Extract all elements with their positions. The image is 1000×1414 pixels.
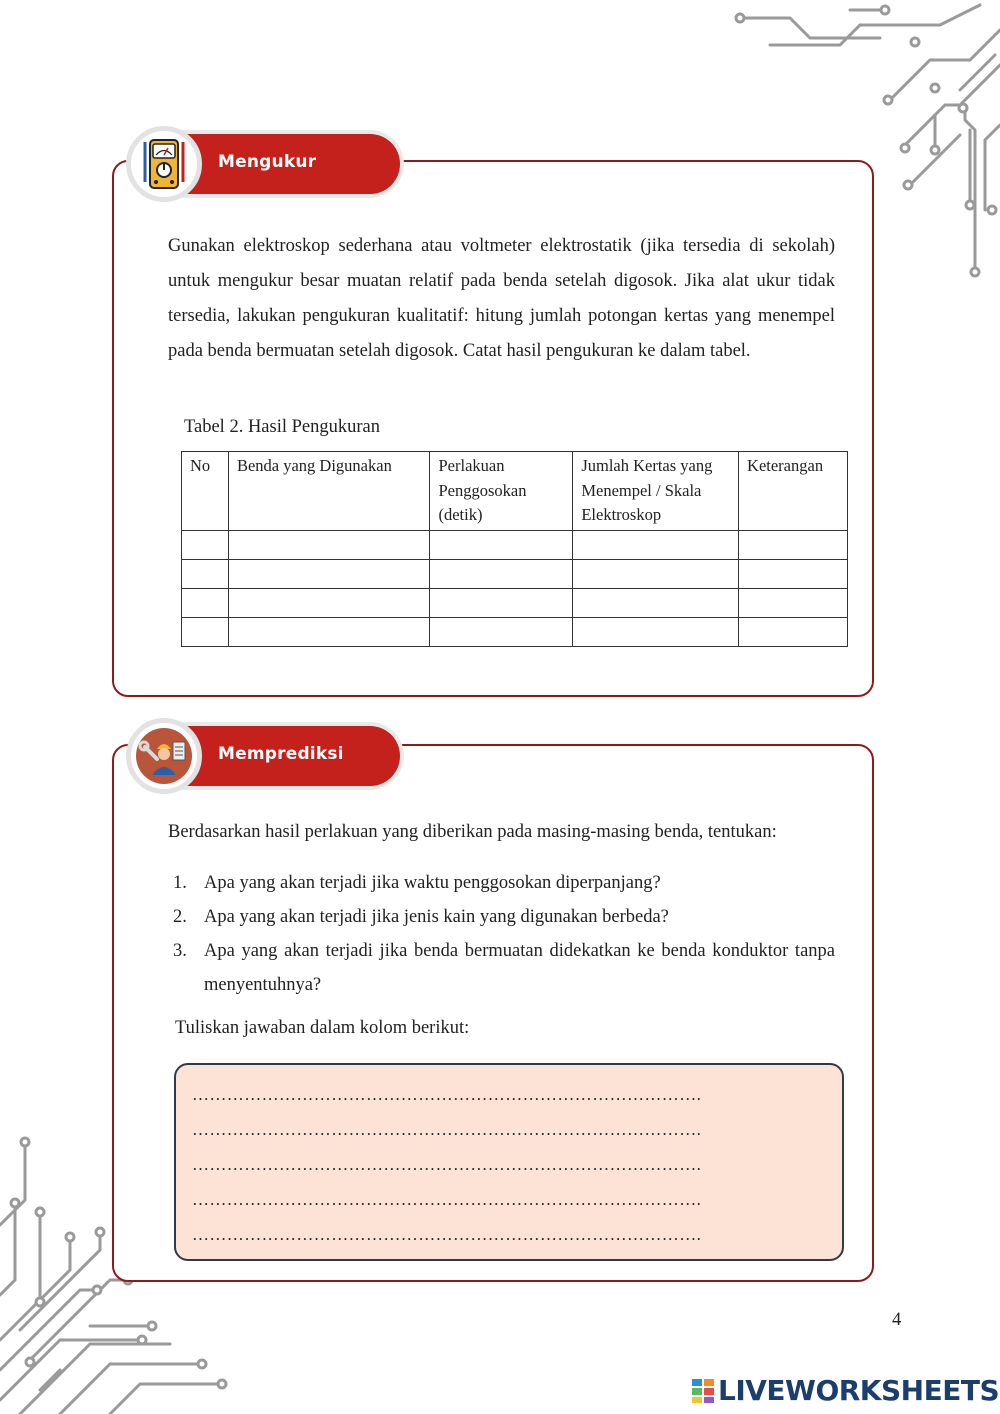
table-cell[interactable] <box>228 617 430 646</box>
table-cell[interactable] <box>228 559 430 588</box>
table-row <box>182 617 848 646</box>
table-cell[interactable] <box>739 559 848 588</box>
page-number: 4 <box>892 1310 902 1330</box>
table-cell[interactable] <box>430 559 573 588</box>
question-number: 3. <box>173 941 187 961</box>
table-header-row <box>182 452 848 531</box>
question-text: Apa yang akan terjadi jika benda bermuatan didekatkan ke benda konduktor tanpa menyentuhnya? <box>204 941 835 995</box>
list-item <box>168 900 835 934</box>
table-row <box>182 588 848 617</box>
measurement-table <box>181 451 848 647</box>
table-cell[interactable] <box>430 530 573 559</box>
table-cell[interactable] <box>430 617 573 646</box>
table-caption: Tabel 2. Hasil Pengukuran <box>184 417 380 437</box>
table-row <box>182 530 848 559</box>
answer-line[interactable]: ……………………………………………………………………………. <box>192 1225 702 1244</box>
table-header-cell: No <box>182 452 229 531</box>
brand-name: LIVEWORKSHEETS <box>718 1374 1000 1407</box>
answer-line[interactable]: ……………………………………………………………………………. <box>192 1120 702 1139</box>
table-row <box>182 559 848 588</box>
table-header-cell: Benda yang Digunakan <box>228 452 430 531</box>
list-item <box>168 934 835 1002</box>
question-number: 2. <box>173 907 187 927</box>
predict-section-header <box>126 718 402 794</box>
table-cell[interactable] <box>228 588 430 617</box>
table-cell[interactable] <box>573 588 739 617</box>
list-item <box>168 866 835 900</box>
table-cell[interactable] <box>182 559 229 588</box>
table-cell[interactable] <box>573 617 739 646</box>
table-cell[interactable] <box>739 588 848 617</box>
table-cell[interactable] <box>573 559 739 588</box>
predict-intro: Berdasarkan hasil perlakuan yang diberikan pada masing-masing benda, tentukan: <box>168 822 777 842</box>
answer-line[interactable]: ……………………………………………………………………………. <box>192 1155 702 1174</box>
predict-section-title: Memprediksi <box>218 744 344 764</box>
engineer-icon <box>126 718 202 794</box>
measure-section-header <box>126 126 402 202</box>
question-text: Apa yang akan terjadi jika jenis kain yang digunakan berbeda? <box>204 907 669 927</box>
table-cell[interactable] <box>739 530 848 559</box>
liveworksheets-logo-icon <box>692 1379 714 1403</box>
table-header-cell: Perlakuan Penggosokan (detik) <box>430 452 573 531</box>
table-cell[interactable] <box>739 617 848 646</box>
table-cell[interactable] <box>430 588 573 617</box>
table-cell[interactable] <box>182 530 229 559</box>
table-cell[interactable] <box>182 588 229 617</box>
measure-section-title: Mengukur <box>218 152 317 172</box>
question-text: Apa yang akan terjadi jika waktu penggosokan diperpanjang? <box>204 873 661 893</box>
measure-instructions: Gunakan elektroskop sederhana atau voltmeter elektrostatik (jika tersedia di sekolah) untuk mengukur besar muatan relatif pada benda setelah digosok. Jika alat ukur tidak tersedia, lakukan pengukuran kualitatif: hitung jumlah potongan kertas yang menempel pada benda bermuatan setelah digosok. Catat hasil pengukuran ke dalam tabel. <box>168 236 835 361</box>
answer-line[interactable]: ……………………………………………………………………………. <box>192 1085 702 1104</box>
table-cell[interactable] <box>182 617 229 646</box>
table-cell[interactable] <box>228 530 430 559</box>
answer-box[interactable] <box>174 1063 844 1261</box>
table-header-cell: Jumlah Kertas yang Menempel / Skala Elektroskop <box>573 452 739 531</box>
table-header-cell: Keterangan <box>739 452 848 531</box>
question-number: 1. <box>173 873 187 893</box>
liveworksheets-logo <box>692 1374 999 1407</box>
answer-instruction: Tuliskan jawaban dalam kolom berikut: <box>175 1018 470 1038</box>
question-list <box>168 866 835 1002</box>
multimeter-icon <box>126 126 202 202</box>
table-cell[interactable] <box>573 530 739 559</box>
answer-line[interactable]: ……………………………………………………………………………. <box>192 1190 702 1209</box>
